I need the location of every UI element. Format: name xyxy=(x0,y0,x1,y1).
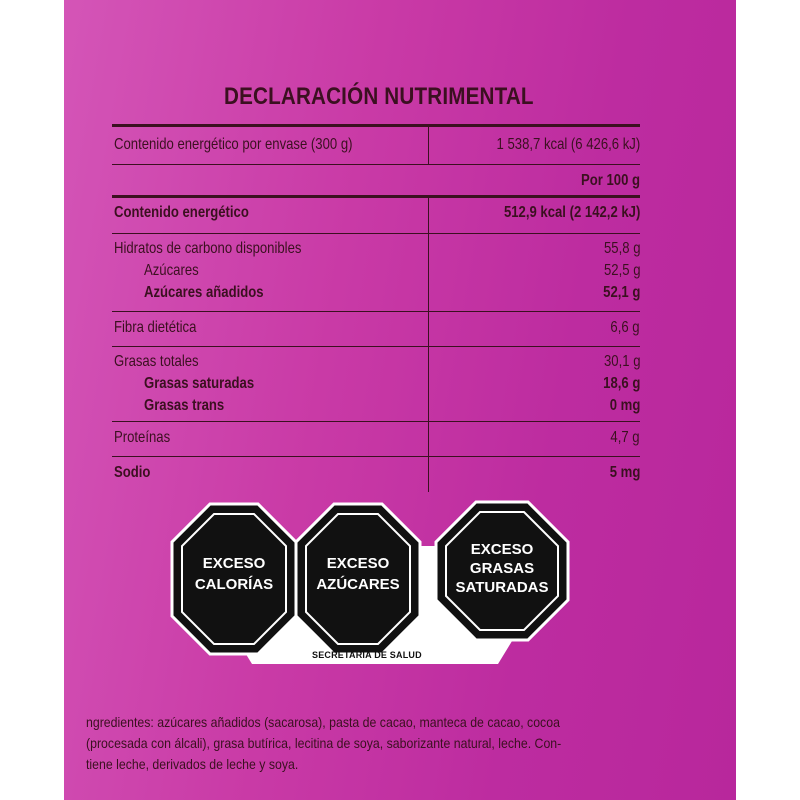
saturated-fat-value: 18,6 g xyxy=(602,375,640,392)
total-fat-value: 30,1 g xyxy=(603,353,640,370)
added-sugars-label: Azúcares añadidos xyxy=(144,284,264,301)
seal-fats-line2: GRASAS xyxy=(469,560,535,577)
protein-value: 4,7 g xyxy=(610,429,640,446)
seal-calories-line2: CALORÍAS xyxy=(194,576,274,593)
nutrition-label-panel xyxy=(64,0,736,800)
sugars-value: 52,5 g xyxy=(603,262,640,279)
seal-calories-line1: EXCESO xyxy=(202,555,266,572)
seal-sugars xyxy=(296,548,420,608)
serving-energy-value: 1 538,7 kcal (6 426,6 kJ) xyxy=(496,136,640,153)
seal-saturated-fats xyxy=(436,538,568,608)
seal-sugars-line1: EXCESO xyxy=(326,555,390,572)
total-fat-label: Grasas totales xyxy=(114,353,199,370)
ingredients-line: (procesada con álcali), grasa butírica, lecitina de soya, saborizante natural, leche. Con- xyxy=(86,735,562,751)
seal-footer: SECRETARÍA DE SALUD xyxy=(312,650,422,660)
seal-fats-line3: SATURADAS xyxy=(455,579,549,596)
seal-fats-line1: EXCESO xyxy=(470,541,534,558)
energy-value: 512,9 kcal (2 142,2 kJ) xyxy=(503,204,640,221)
carbs-label: Hidratos de carbono disponibles xyxy=(114,240,302,257)
sugars-label: Azúcares xyxy=(144,262,199,279)
protein-label: Proteínas xyxy=(114,429,171,446)
trans-fat-value: 0 mg xyxy=(609,397,640,414)
sodium-label: Sodio xyxy=(114,464,151,481)
per-100g-header: Por 100 g xyxy=(580,172,640,189)
page-title: DECLARACIÓN NUTRIMENTAL xyxy=(224,83,534,110)
ingredients-text xyxy=(86,712,716,775)
added-sugars-value: 52,1 g xyxy=(602,284,640,301)
seal-sugars-line2: AZÚCARES xyxy=(316,576,400,593)
sodium-value: 5 mg xyxy=(609,464,640,481)
saturated-fat-label: Grasas saturadas xyxy=(144,375,255,392)
trans-fat-label: Grasas trans xyxy=(144,397,225,414)
energy-label: Contenido energético xyxy=(114,204,249,221)
carbs-value: 55,8 g xyxy=(603,240,640,257)
fiber-value: 6,6 g xyxy=(610,319,640,336)
seal-calories xyxy=(172,548,296,608)
ingredients-line: tiene leche, derivados de leche y soya. xyxy=(86,756,299,772)
ingredients-line: ngredientes: azúcares añadidos (sacarosa), pasta de cacao, manteca de cacao, cocoa xyxy=(86,714,560,730)
fiber-label: Fibra dietética xyxy=(114,319,197,336)
warning-seals-backing xyxy=(64,0,736,800)
serving-energy-label: Contenido energético por envase (300 g) xyxy=(114,136,353,153)
